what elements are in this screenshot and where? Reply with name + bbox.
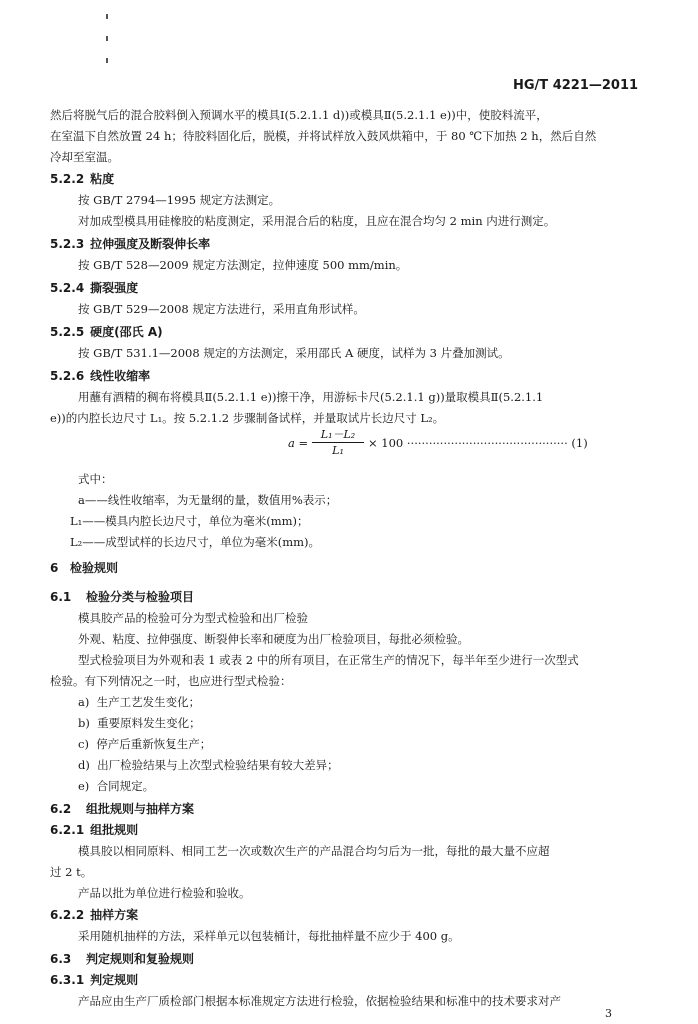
body-line: 过 2 t。	[50, 865, 93, 879]
formula-fraction	[312, 426, 364, 460]
body-line: 型式检验项目为外观和表 1 或表 2 中的所有项目，在正常生产的情况下，每半年至少进行一次型式	[78, 653, 579, 667]
page-number: 3	[605, 1007, 612, 1020]
section-number: 5.2.2	[50, 172, 85, 186]
section-number: 6.3.1	[50, 973, 85, 987]
list-item	[78, 736, 211, 752]
binding-mark	[106, 36, 108, 41]
list-text: 合同规定。	[96, 779, 155, 793]
standard-code: HG/T 4221—2011	[513, 78, 639, 93]
binding-mark	[106, 58, 108, 63]
body-line: 模具胶以相同原料、相同工艺一次或数次生产的产品混合均匀后为一批，每批的最大量不应超	[78, 844, 550, 858]
body-line: 按 GB/T 531.1—2008 规定的方法测定，采用邵氏 A 硬度，试样为 3 片叠加测试。	[78, 346, 510, 360]
section-number: 5.2.3	[50, 237, 85, 251]
body-line: 模具胶产品的检验可分为型式检验和出厂检验	[78, 611, 308, 625]
list-marker: a)	[78, 695, 90, 709]
body-line: 冷却至室温。	[50, 150, 119, 164]
body-line: 按 GB/T 529—2008 规定方法进行，采用直角形试样。	[78, 302, 365, 316]
list-marker: e)	[78, 779, 90, 793]
list-text: 重要原料发生变化；	[97, 716, 201, 730]
body-line: e))的内腔长边尺寸 L₁。按 5.2.1.2 步骤制备试样，并量取试片长边尺寸 L₂。	[50, 411, 445, 425]
body-line: 在室温下自然放置 24 h；待胶料固化后，脱模，并将试样放入鼓风烘箱中，于 80 ℃下加热 2 h，然后自然	[50, 129, 597, 143]
section-heading-6	[50, 560, 118, 576]
section-number: 6	[50, 561, 59, 575]
section-number: 5.2.6	[50, 369, 85, 383]
section-title: 抽样方案	[90, 908, 139, 922]
section-title: 硬度(邵氏 A)	[90, 325, 163, 339]
list-marker: b)	[78, 716, 90, 730]
section-heading-5-2-5	[50, 324, 163, 340]
where-item: L₁——模具内腔长边尺寸，单位为毫米(mm)；	[70, 514, 309, 528]
where-item: L₂——成型试样的长边尺寸，单位为毫米(mm)。	[70, 535, 321, 549]
section-title: 检验规则	[70, 561, 119, 575]
list-marker: d)	[78, 758, 90, 772]
body-line: 用蘸有酒精的稠布将模具Ⅱ(5.2.1.1 e))擦干净，用游标卡尺(5.2.1.1 g))量取模具Ⅱ(5.2.1.1	[78, 390, 544, 404]
section-heading-6-3-1	[50, 972, 138, 988]
section-heading-6-2-1	[50, 822, 138, 838]
section-title: 撕裂强度	[90, 281, 139, 295]
body-line: 产品以批为单位进行检验和验收。	[78, 886, 251, 900]
body-line: 然后将脱气后的混合胶料倒入预调水平的模具Ⅰ(5.2.1.1 d))或模具Ⅱ(5.2.1.1 e))中，使胶料流平，	[50, 108, 548, 122]
binding-mark	[106, 14, 108, 19]
section-number: 6.2	[50, 802, 72, 816]
list-marker: c)	[78, 737, 89, 751]
body-line: 采用随机抽样的方法，采样单元以包装桶计，每批抽样量不应少于 400 g。	[78, 929, 460, 943]
section-number: 6.3	[50, 952, 72, 966]
body-line: 检验。有下列情况之一时，也应进行型式检验：	[50, 674, 292, 688]
list-text: 出厂检验结果与上次型式检验结果有较大差异；	[97, 758, 339, 772]
body-line: 产品应由生产厂质检部门根据本标准规定方法进行检验，依据检验结果和标准中的技术要求对产	[78, 994, 561, 1008]
section-heading-5-2-3	[50, 236, 210, 252]
list-item	[78, 757, 339, 773]
section-number: 6.2.1	[50, 823, 85, 837]
section-heading-6-2-2	[50, 907, 138, 923]
section-title: 判定规则和复验规则	[86, 952, 195, 966]
list-text: 生产工艺发生变化；	[96, 695, 201, 709]
where-title: 式中：	[78, 472, 113, 486]
section-heading-6-2	[50, 801, 194, 817]
section-heading-5-2-4	[50, 280, 138, 296]
section-title: 判定规则	[90, 973, 139, 987]
body-line: 按 GB/T 2794—1995 规定方法测定。	[78, 193, 281, 207]
formula-numerator: L₁－L₂	[320, 428, 356, 441]
where-item: a——线性收缩率，为无量纲的量，数值用%表示；	[78, 493, 338, 507]
body-line: 按 GB/T 528—2009 规定方法测定，拉伸速度 500 mm/min。	[78, 258, 408, 272]
section-heading-5-2-6	[50, 368, 150, 384]
section-number: 6.1	[50, 590, 72, 604]
section-title: 线性收缩率	[90, 369, 151, 383]
section-heading-6-1	[50, 589, 194, 605]
list-text: 停产后重新恢复生产；	[96, 737, 212, 751]
formula-denominator: L₁	[332, 444, 344, 457]
section-heading-6-3	[50, 951, 194, 967]
section-title: 组批规则与抽样方案	[86, 802, 195, 816]
section-number: 6.2.2	[50, 908, 85, 922]
formula-tail: × 100 ············································ (1)	[368, 436, 588, 450]
section-number: 5.2.4	[50, 281, 85, 295]
list-item	[78, 778, 154, 794]
section-heading-5-2-2	[50, 171, 114, 187]
body-line: 对加成型模具用硅橡胶的粘度测定，采用混合后的粘度，且应在混合均匀 2 min 内进行测定。	[78, 214, 556, 228]
section-title: 检验分类与检验项目	[86, 590, 195, 604]
list-item	[78, 715, 201, 731]
section-title: 拉伸强度及断裂伸长率	[90, 237, 211, 251]
formula-lhs: a =	[288, 436, 309, 450]
section-number: 5.2.5	[50, 325, 85, 339]
section-title: 组批规则	[90, 823, 139, 837]
section-title: 粘度	[90, 172, 115, 186]
fraction-bar	[312, 442, 364, 443]
body-line: 外观、粘度、拉伸强度、断裂伸长率和硬度为出厂检验项目，每批必须检验。	[78, 632, 469, 646]
list-item	[78, 694, 200, 710]
